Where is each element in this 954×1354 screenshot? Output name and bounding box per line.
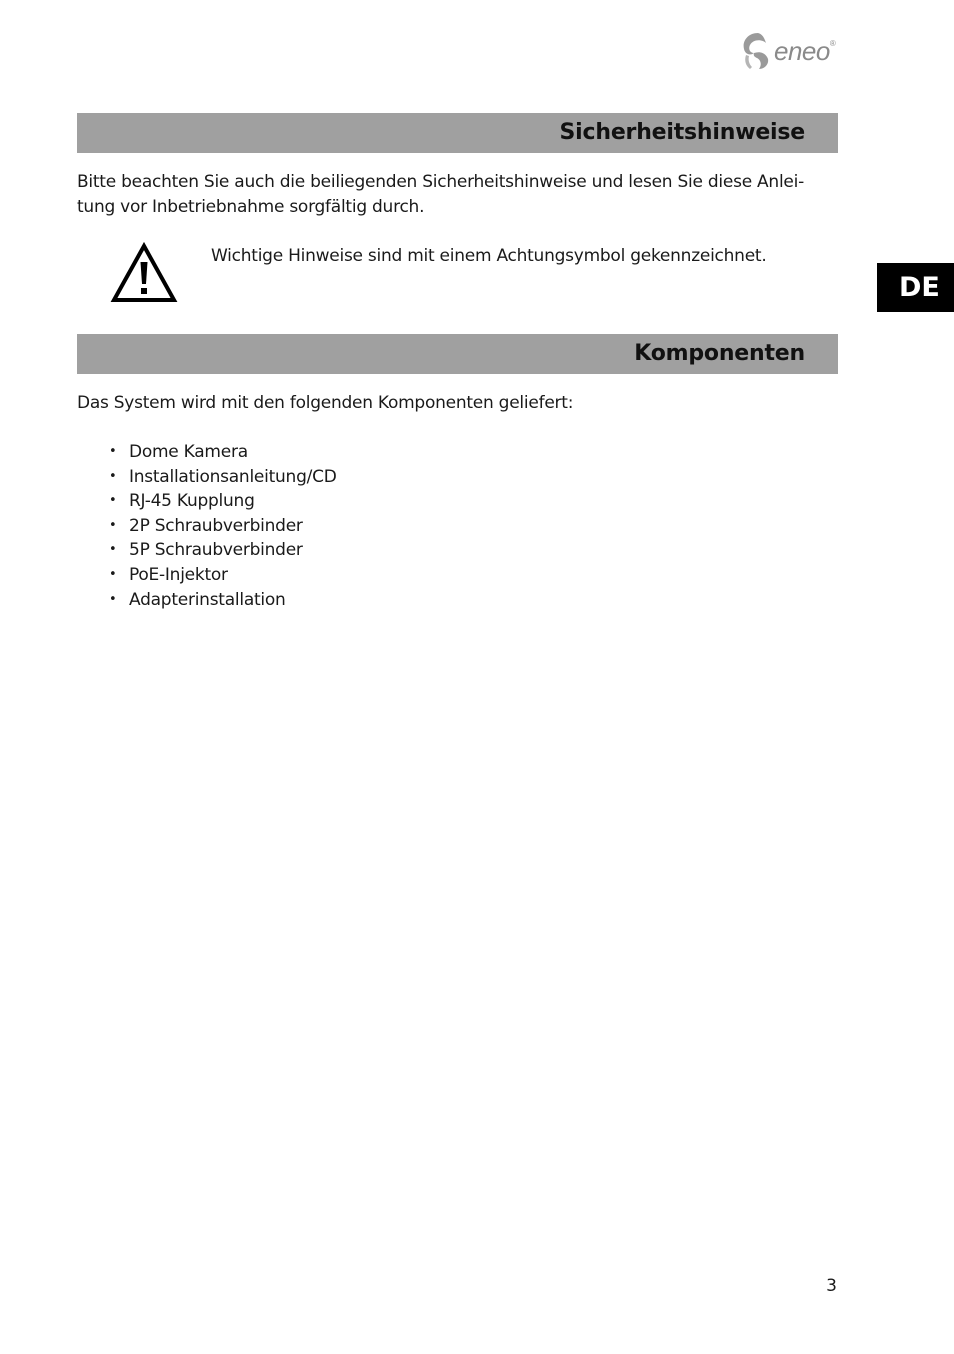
logo-registered-mark: ® [829,39,836,48]
logo-wordmark: eneo [774,36,830,66]
components-intro-text: Das System wird mit den folgenden Komponenten geliefert: [77,393,574,413]
list-item: • 5P Schraubverbinder [105,538,337,563]
section-header-safety [77,113,838,153]
section-header-components [77,334,838,374]
list-item: • 2P Schraubverbinder [105,514,337,539]
language-tab-de: DE [877,263,954,312]
components-list [105,440,337,612]
page-number: 3 [826,1276,837,1296]
safety-intro-text: Bitte beachten Sie auch die beiliegenden Sicherheitshinweise und lesen Sie diese Anlei- tung vor Inbetriebnahme sorgfältig durch. [77,172,804,217]
list-item: • RJ-45 Kupplung [105,489,337,514]
eneo-logo [740,30,840,72]
section-title-components: Komponenten [634,341,805,366]
list-item: • Installationsanleitung/CD [105,465,337,490]
warning-note-text: Wichtige Hinweise sind mit einem Achtungsymbol gekennzeichnet. [211,246,767,266]
list-item: • Dome Kamera [105,440,337,465]
eneo-swirl-icon [740,31,772,71]
list-item: • Adapterinstallation [105,588,337,613]
list-item: • PoE-Injektor [105,563,337,588]
section-title-safety: Sicherheitshinweise [559,120,805,145]
warning-triangle-icon [110,242,178,304]
